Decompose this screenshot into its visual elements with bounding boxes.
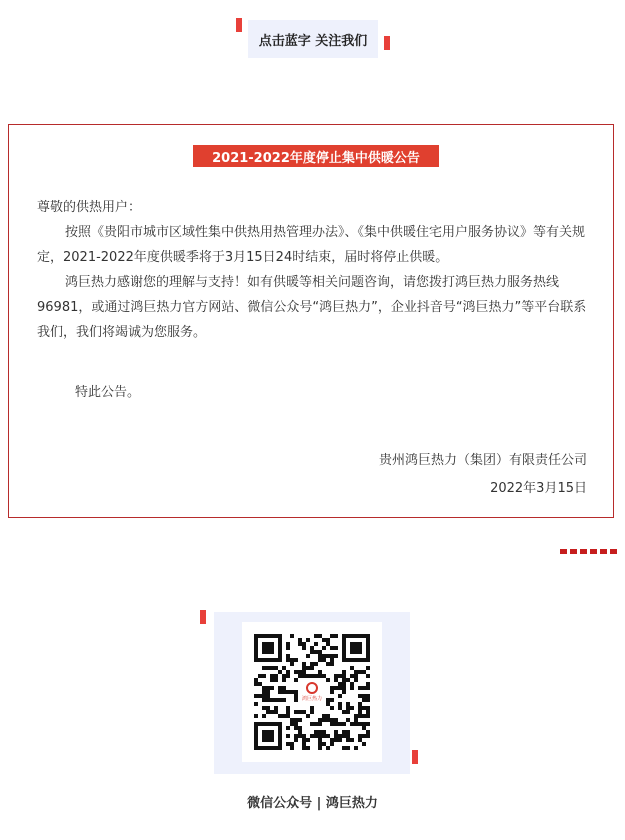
notice-title: 2021-2022年度停止集中供暖公告 bbox=[193, 145, 439, 167]
accent-bar bbox=[200, 610, 206, 624]
notice-box bbox=[8, 124, 614, 518]
spacer bbox=[37, 345, 593, 370]
accent-bar bbox=[384, 36, 390, 50]
notice-paragraph-2: 鸿巨热力感谢您的理解与支持！如有供暖等相关问题咨询，请您拨打鸿巨热力服务热线96981，或通过鸿巨热力官方网站、微信公众号“鸿巨热力”，企业抖音号“鸿巨热力”等平台联系我们，我们将竭诚为您服务。 bbox=[37, 275, 587, 340]
qr-section bbox=[200, 610, 422, 780]
qr-logo-text: 鸿巨热力 bbox=[301, 696, 322, 702]
notice-closing: 特此公告。 bbox=[75, 385, 141, 400]
logo-mark bbox=[306, 682, 318, 694]
follow-us-badge[interactable]: 点击蓝字 关注我们 bbox=[248, 20, 378, 58]
follow-header bbox=[236, 18, 390, 62]
wechat-qr-code[interactable] bbox=[242, 622, 382, 762]
dotted-divider bbox=[560, 549, 617, 554]
divider-dot bbox=[610, 549, 617, 554]
notice-signature-block bbox=[379, 447, 587, 503]
brand-logo-icon bbox=[298, 678, 326, 706]
notice-date: 2022年3月15日 bbox=[490, 481, 587, 496]
notice-signature: 贵州鸿巨热力（集团）有限责任公司 bbox=[378, 453, 587, 468]
divider-dot bbox=[600, 549, 607, 554]
divider-dot bbox=[560, 549, 567, 554]
qr-caption: 微信公众号 | 鸿巨热力 bbox=[247, 796, 378, 811]
divider-dot bbox=[590, 549, 597, 554]
spacer bbox=[37, 370, 593, 380]
notice-greeting: 尊敬的供热用户： bbox=[37, 200, 142, 215]
notice-body bbox=[37, 195, 593, 405]
notice-paragraph-1: 按照《贵阳市城市区域性集中供热用热管理办法》、《集中供暖住宅用户服务协议》等有关规定，2021-2022年度供暖季将于3月15日24时结束，届时将停止供暖。 bbox=[37, 225, 586, 265]
divider-dot bbox=[580, 549, 587, 554]
accent-bar bbox=[412, 750, 418, 764]
divider-dot bbox=[570, 549, 577, 554]
accent-bar bbox=[236, 18, 242, 32]
